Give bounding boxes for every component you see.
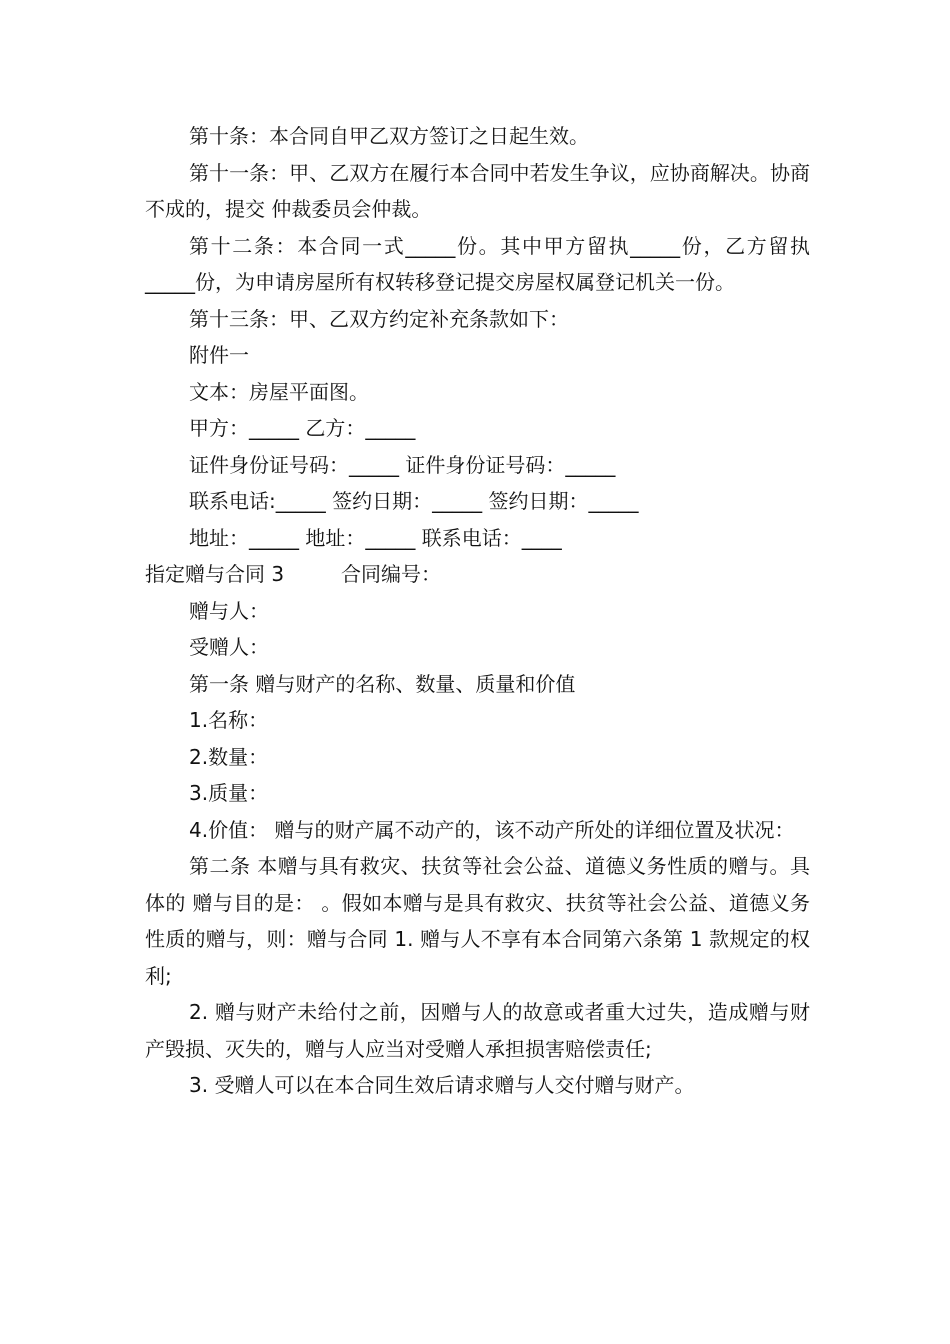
section-heading [145,556,810,593]
contract-number-label: 合同编号： [341,562,441,586]
article-10: 第十条：本合同自甲乙双方签订之日起生效。 [189,124,589,148]
article-12: 第十二条：本合同一式_____份。其中甲方留执_____份，乙方留执_____份，为申请房屋所有权转移登记提交房屋权属登记机关一份。 [145,233,810,294]
clause-2-item-3: 3. 受赠人可以在本合同生效后请求赠与人交付赠与财产。 [189,1073,695,1097]
clause-1-quality: 3.质量： [189,781,269,805]
clause-1-quantity: 2.数量： [189,744,269,769]
document-body [145,118,810,1104]
clause-2-item-2: 2. 赠与财产未给付之前，因赠与人的故意或者重大过失，造成赠与财产毁损、灭失的，赠与人应当对受赠人承担损害赔偿责任; [145,1000,810,1061]
phone-date-line: 联系电话:_____ 签约日期：_____ 签约日期：_____ [189,489,639,513]
clause-1-title: 第一条 赠与财产的名称、数量、质量和价值 [189,671,576,696]
parties-line: 甲方：_____ 乙方：_____ [189,416,416,440]
section-title: 指定赠与合同 3 [145,562,285,586]
article-13: 第十三条：甲、乙双方约定补充条款如下： [189,306,569,331]
address-line: 地址：_____ 地址：_____ 联系电话：____ [189,525,562,550]
attachment-label: 附件一 [189,343,249,367]
clause-1-value: 4.价值： 赠与的财产属不动产的，该不动产所处的详细位置及状况： [189,817,795,842]
donee-label: 受赠人： [189,635,269,659]
donor-label: 赠与人： [189,598,269,623]
clause-1-name: 1.名称： [189,708,269,732]
id-number-line: 证件身份证号码：_____ 证件身份证号码：_____ [189,452,616,477]
clause-2: 第二条 本赠与具有救灾、扶贫等社会公益、道德义务性质的赠与。具体的 赠与目的是： 。假如本赠与是具有救灾、扶贫等社会公益、道德义务性质的赠与，则：赠与合同 1. 赠与人不享有本合同第六条第 1 款规定的权利; [145,854,810,988]
article-11: 第十一条：甲、乙双方在履行本合同中若发生争议，应协商解决。协商不成的，提交 仲裁委员会仲裁。 [145,160,810,221]
attachment-text: 文本：房屋平面图。 [189,379,369,404]
